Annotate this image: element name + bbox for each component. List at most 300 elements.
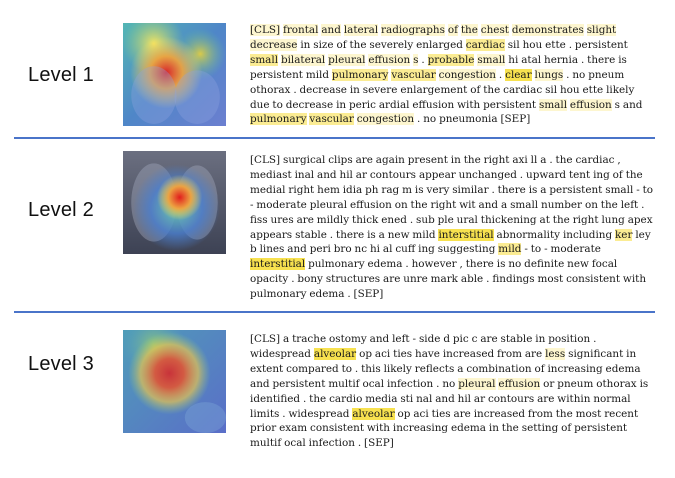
- report-token: ll: [530, 154, 538, 166]
- report-token: able: [460, 273, 484, 286]
- report-token: b: [250, 243, 257, 256]
- report-token: decrease: [285, 98, 334, 111]
- report-token: [CLS]: [250, 333, 281, 345]
- report-token: media: [365, 392, 398, 405]
- report-token: hi: [369, 243, 380, 256]
- level-2-label: Level 2: [28, 199, 94, 221]
- report-token: small: [605, 183, 634, 196]
- report-token: sub: [416, 213, 435, 226]
- report-token: infection: [308, 437, 355, 450]
- report-token: the: [483, 83, 501, 96]
- report-token: ette: [582, 83, 604, 96]
- report-token: pneumonia: [439, 113, 498, 126]
- report-token: new: [387, 228, 410, 241]
- report-token: -: [412, 333, 417, 345]
- report-token: enlargement: [400, 83, 468, 96]
- report-token: focal: [591, 258, 618, 271]
- report-token: of: [612, 168, 623, 181]
- report-token: lung: [601, 213, 625, 226]
- report-token: cuff: [395, 243, 416, 256]
- report-token: persistent: [549, 183, 603, 196]
- report-token: exam: [279, 422, 308, 435]
- report-token: pneum: [557, 377, 594, 390]
- report-token: and: [250, 377, 270, 390]
- report-token: is: [528, 183, 538, 196]
- report-token: small: [538, 98, 568, 111]
- report-token: .: [568, 38, 572, 51]
- report-token: appear: [418, 168, 456, 181]
- report-token: .: [436, 377, 440, 390]
- report-token: right: [288, 183, 315, 196]
- report-token: pulmonary: [331, 68, 389, 81]
- report-token: mild: [305, 68, 330, 81]
- report-token: ocal: [362, 377, 385, 390]
- report-token: no: [423, 113, 437, 126]
- report-token: .: [293, 83, 297, 96]
- report-token: hil: [457, 392, 471, 405]
- report-token: findings: [492, 273, 535, 286]
- report-token: and: [369, 333, 390, 345]
- report-token: alveolar: [352, 407, 395, 420]
- report-token: there: [587, 53, 616, 66]
- report-token: left: [620, 198, 639, 211]
- report-token: is: [618, 53, 627, 66]
- report-token: reflects: [414, 362, 455, 375]
- report-token: effusion: [569, 98, 612, 111]
- report-token: of: [561, 422, 572, 435]
- report-token: cardiac: [575, 154, 615, 166]
- report-token: upward: [526, 168, 567, 181]
- report-token: .: [405, 258, 409, 271]
- report-token: compared: [286, 362, 339, 375]
- level-3-report: [250, 332, 655, 451]
- report-token: wit: [459, 198, 476, 211]
- report-token: a: [457, 362, 464, 375]
- report-token: a: [540, 183, 547, 196]
- report-token: and: [622, 98, 643, 111]
- report-token: of: [447, 24, 458, 36]
- report-token: definite: [524, 258, 565, 271]
- report-token: ker: [615, 228, 633, 241]
- report-token: probable: [427, 53, 475, 66]
- report-token: surgical: [282, 154, 326, 166]
- report-token: are: [537, 392, 555, 405]
- report-token: pleural: [328, 53, 366, 66]
- report-token: multif: [328, 377, 360, 390]
- report-token: are: [453, 407, 471, 420]
- report-token: edema: [605, 362, 641, 375]
- report-token: the: [460, 24, 478, 36]
- level-1-label: Level 1: [28, 64, 94, 86]
- report-token: persistent: [574, 38, 628, 51]
- level-2-attention-heatmap: [123, 151, 226, 254]
- report-token: the: [555, 154, 573, 166]
- report-token: to: [530, 243, 542, 256]
- report-token: aci: [374, 347, 391, 360]
- report-token: the: [552, 213, 570, 226]
- report-token: .: [593, 333, 597, 345]
- report-token: [CLS]: [250, 154, 281, 166]
- report-token: mildly: [316, 213, 350, 226]
- report-token: ened: [381, 213, 407, 226]
- report-token: the: [410, 198, 428, 211]
- report-token: interstitial: [250, 258, 306, 271]
- report-token: mark: [430, 273, 458, 286]
- report-token: infection: [386, 377, 434, 390]
- report-token: s: [413, 53, 419, 66]
- report-token: ardial: [378, 98, 410, 111]
- report-token: opacity: [250, 273, 289, 286]
- report-token: tent: [568, 168, 591, 181]
- report-token: -: [250, 198, 254, 211]
- report-token: there: [497, 183, 526, 196]
- report-token: .: [347, 288, 351, 301]
- report-token: pleural: [309, 198, 348, 211]
- report-token: ,: [459, 258, 463, 271]
- report-token: nal: [416, 392, 433, 405]
- report-token: the: [349, 38, 367, 51]
- report-token: number: [541, 198, 583, 211]
- report-token: ar: [355, 168, 367, 181]
- report-token: less: [545, 347, 566, 360]
- report-token: nc: [354, 243, 368, 256]
- report-token: m: [402, 183, 412, 196]
- report-token: cardiac: [465, 38, 505, 51]
- report-token: pulmonary: [250, 288, 307, 301]
- report-token: [SEP]: [353, 288, 384, 301]
- report-token: [SEP]: [364, 437, 394, 450]
- level-3-label: Level 3: [28, 353, 94, 375]
- report-token: .: [641, 198, 645, 211]
- report-token: peric: [349, 98, 376, 111]
- report-token: othorax: [596, 377, 637, 390]
- report-token: small: [250, 53, 279, 66]
- report-token: idia: [342, 183, 363, 196]
- report-token: the: [463, 154, 481, 166]
- report-token: hou: [522, 38, 543, 51]
- report-token: in: [336, 98, 347, 111]
- report-token: most: [537, 273, 564, 286]
- report-token: .: [282, 407, 286, 420]
- report-token: stable: [500, 333, 533, 345]
- report-token: in: [300, 38, 311, 51]
- report-token: from: [497, 347, 522, 360]
- report-token: aci: [413, 407, 429, 420]
- report-token: mediast: [250, 168, 292, 181]
- report-token: vascular: [391, 68, 436, 81]
- report-token: are: [524, 347, 543, 360]
- report-token: increased: [442, 347, 495, 360]
- report-token: ,: [617, 154, 621, 166]
- report-token: with: [457, 98, 481, 111]
- report-token: congestion: [356, 113, 415, 126]
- report-token: rag: [381, 183, 400, 196]
- report-token: in: [535, 333, 546, 345]
- report-token: [CLS]: [250, 24, 281, 36]
- report-token: or: [543, 377, 555, 390]
- report-token: persistent: [250, 68, 303, 81]
- divider-1: [14, 137, 655, 139]
- report-token: peri: [309, 243, 331, 256]
- report-token: ties: [393, 347, 413, 360]
- report-token: edema: [367, 258, 403, 271]
- report-token: c: [471, 333, 478, 345]
- report-token: mild: [498, 243, 522, 256]
- report-token: suggesting: [437, 243, 496, 256]
- report-token: is: [496, 258, 506, 271]
- report-token: unre: [403, 273, 428, 286]
- report-token: this: [361, 362, 381, 375]
- report-token: congestion: [438, 68, 496, 81]
- report-token: axi: [512, 154, 528, 166]
- report-token: edema: [309, 288, 345, 301]
- report-token: recent: [604, 407, 639, 420]
- report-token: and: [321, 24, 341, 36]
- report-token: in: [450, 154, 461, 166]
- report-token: likely: [606, 83, 635, 96]
- report-token: extent: [250, 362, 284, 375]
- report-token: -: [524, 243, 528, 256]
- report-token: trache: [292, 333, 327, 345]
- report-token: the: [309, 392, 327, 405]
- report-token: interstitial: [438, 228, 494, 241]
- report-token: contours: [369, 168, 417, 181]
- report-token: .: [409, 213, 414, 226]
- report-token: pulmonary: [250, 113, 307, 126]
- report-token: hil: [339, 168, 353, 181]
- report-token: [SEP]: [500, 113, 531, 126]
- level-3-attention-heatmap: [123, 330, 226, 433]
- report-token: no: [442, 377, 456, 390]
- report-token: .: [354, 362, 359, 375]
- report-token: to: [341, 362, 352, 375]
- report-token: .: [549, 154, 553, 166]
- report-token: alveolar: [313, 347, 357, 360]
- report-token: due: [250, 98, 270, 111]
- report-token: pulmonary: [308, 258, 365, 271]
- report-token: is: [639, 377, 649, 390]
- report-token: ures: [270, 213, 294, 226]
- report-token: there: [336, 228, 365, 241]
- report-token: frontal: [282, 24, 319, 36]
- report-token: effusion: [368, 53, 411, 66]
- report-token: widespread: [288, 407, 350, 420]
- report-token: radiographs: [381, 24, 445, 36]
- report-token: again: [375, 154, 405, 166]
- report-token: there: [465, 258, 494, 271]
- report-token: abnormality: [496, 228, 561, 241]
- report-token: sil: [545, 83, 558, 96]
- report-token: effusion: [349, 198, 392, 211]
- report-token: chest: [480, 24, 509, 36]
- report-token: right: [483, 154, 510, 166]
- report-token: persistent: [574, 422, 628, 435]
- report-token: apex: [627, 213, 653, 226]
- report-token: fiss: [250, 213, 268, 226]
- report-token: with: [366, 422, 390, 435]
- report-token: op: [359, 347, 372, 360]
- report-token: increased: [473, 407, 525, 420]
- report-token: cardio: [329, 392, 363, 405]
- report-token: unchanged: [458, 168, 517, 181]
- report-token: .: [291, 273, 295, 286]
- report-token: thickening: [480, 213, 537, 226]
- level-1-attention-heatmap: [123, 23, 226, 126]
- report-token: appears: [250, 228, 293, 241]
- report-token: is: [414, 183, 424, 196]
- report-token: consistent: [310, 422, 364, 435]
- report-token: lungs: [534, 68, 564, 81]
- report-token: demonstrates: [511, 24, 584, 36]
- report-token: bilateral: [280, 53, 326, 66]
- report-token: decrease: [299, 83, 347, 96]
- report-token: ostomy: [329, 333, 367, 345]
- report-token: lines: [259, 243, 285, 256]
- report-token: ing: [418, 243, 435, 256]
- report-token: and: [435, 392, 455, 405]
- report-token: small: [510, 198, 539, 211]
- report-token: othorax: [250, 83, 291, 96]
- report-token: left: [392, 333, 410, 345]
- report-token: likely: [383, 362, 412, 375]
- report-token: most: [575, 407, 602, 420]
- report-token: very: [426, 183, 450, 196]
- report-token: setting: [521, 422, 559, 435]
- report-token: increasing: [392, 422, 449, 435]
- report-token: small: [477, 53, 506, 66]
- report-token: inal: [294, 168, 315, 181]
- report-token: are: [383, 273, 401, 286]
- report-token: the: [625, 168, 643, 181]
- report-token: .: [580, 53, 585, 66]
- report-token: a: [540, 154, 547, 166]
- report-token: present: [407, 154, 448, 166]
- report-token: no: [508, 258, 522, 271]
- report-token: new: [567, 258, 589, 271]
- report-token: a: [378, 228, 385, 241]
- report-token: is: [367, 228, 376, 241]
- report-token: severely: [369, 38, 414, 51]
- report-token: severe: [362, 83, 398, 96]
- report-token: combination: [466, 362, 532, 375]
- report-token: multif: [250, 437, 282, 450]
- report-token: the: [501, 422, 519, 435]
- report-token: persistent: [272, 377, 326, 390]
- report-token: limits: [250, 407, 280, 420]
- level-1-report: [250, 23, 655, 127]
- report-token: the: [555, 407, 573, 420]
- report-token: and: [478, 198, 499, 211]
- report-token: hi: [508, 53, 519, 66]
- report-token: medial: [250, 183, 286, 196]
- report-token: sil: [507, 38, 520, 51]
- report-token: are: [296, 213, 314, 226]
- report-token: .: [302, 392, 307, 405]
- report-token: .: [519, 168, 524, 181]
- report-token: are: [480, 333, 498, 345]
- report-token: size: [313, 38, 334, 51]
- report-token: hernia: [544, 53, 579, 66]
- report-token: .: [498, 68, 503, 81]
- report-token: ph: [365, 183, 379, 196]
- report-token: edema: [450, 422, 486, 435]
- report-token: in: [349, 83, 360, 96]
- report-token: side: [418, 333, 441, 345]
- report-token: clips: [328, 154, 353, 166]
- report-token: a: [282, 333, 290, 345]
- report-token: are: [355, 154, 373, 166]
- report-token: normal: [593, 392, 631, 405]
- report-token: at: [539, 213, 550, 226]
- report-token: s: [614, 98, 620, 111]
- report-token: ar: [473, 392, 486, 405]
- report-token: ocal: [284, 437, 306, 450]
- report-token: widespread: [250, 347, 311, 360]
- report-token: .: [416, 113, 421, 126]
- report-token: lateral: [343, 24, 379, 36]
- report-token: and: [287, 243, 307, 256]
- report-token: al: [382, 243, 393, 256]
- report-token: ing: [593, 168, 610, 181]
- report-token: stable: [295, 228, 327, 241]
- report-token: sti: [400, 392, 414, 405]
- report-token: pleural: [458, 377, 496, 390]
- report-token: of: [470, 83, 481, 96]
- report-token: and: [317, 168, 337, 181]
- report-token: a: [500, 198, 508, 211]
- report-token: however: [411, 258, 457, 271]
- report-token: op: [397, 407, 411, 420]
- report-token: on: [584, 198, 598, 211]
- report-token: -: [636, 183, 640, 196]
- report-token: moderate: [256, 198, 307, 211]
- report-token: bro: [333, 243, 352, 256]
- report-token: enlarged: [416, 38, 463, 51]
- report-token: from: [527, 407, 553, 420]
- report-token: in: [488, 422, 499, 435]
- report-token: within: [557, 392, 591, 405]
- report-token: right: [430, 198, 457, 211]
- report-token: have: [415, 347, 440, 360]
- report-token: thick: [352, 213, 379, 226]
- report-token: .: [486, 273, 490, 286]
- report-token: vascular: [309, 113, 354, 126]
- report-token: .: [421, 53, 425, 66]
- report-token: in: [626, 347, 637, 360]
- report-token: ties: [431, 407, 451, 420]
- report-token: increasing: [547, 362, 603, 375]
- report-token: .: [491, 183, 495, 196]
- report-token: slight: [586, 24, 617, 36]
- report-token: position: [548, 333, 591, 345]
- report-token: with: [622, 273, 647, 286]
- report-token: effusion: [412, 98, 455, 111]
- report-token: significant: [568, 347, 624, 360]
- report-token: .: [329, 228, 334, 241]
- report-token: effusion: [498, 377, 541, 390]
- report-token: bony: [297, 273, 323, 286]
- report-token: identified: [250, 392, 301, 405]
- report-token: ette: [545, 38, 566, 51]
- report-token: moderate: [550, 243, 601, 256]
- report-token: no: [572, 68, 586, 81]
- level-2-report: [250, 153, 655, 302]
- report-token: ural: [456, 213, 478, 226]
- report-token: ple: [437, 213, 454, 226]
- report-token: to: [272, 98, 283, 111]
- report-token: pic: [452, 333, 469, 345]
- report-token: pneum: [588, 68, 625, 81]
